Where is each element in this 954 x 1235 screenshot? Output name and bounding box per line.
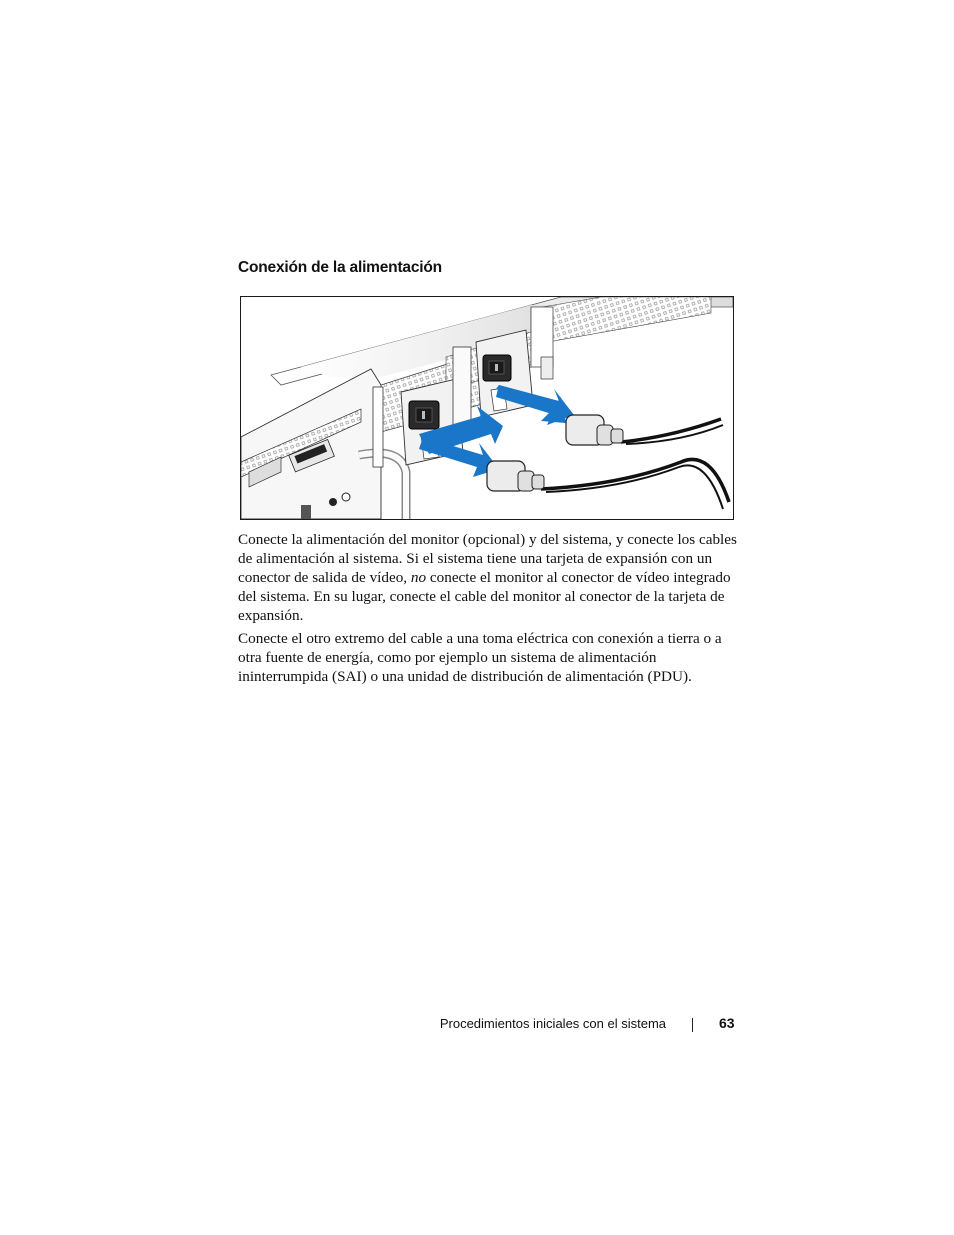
paragraph1-part1: Conecte la alimentación del monitor (opcional) y del sistema, y conecte los cables de alimentación al sistema. Si el sistema tiene una tarjeta de expansión con un conector de salida de vídeo, [238, 531, 737, 586]
paragraph1-emphasis: no [410, 569, 427, 586]
footer-divider [692, 1018, 693, 1032]
paragraph-power-connection [238, 530, 738, 625]
page-number: 63 [719, 1015, 735, 1031]
server-chassis-illustration [241, 297, 733, 519]
section-heading: Conexión de la alimentación [238, 259, 442, 276]
power-cable-plug [487, 461, 544, 491]
page-footer [0, 1015, 954, 1035]
footer-title: Procedimientos iniciales con el sistema [439, 1016, 666, 1031]
paragraph1-part2: conecte el monitor al conector de vídeo integrado del sistema. En su lugar, conecte el cable del monitor al conector de la tarjeta de expansión. [238, 569, 731, 624]
power-cable-plug [566, 415, 623, 445]
power-connection-figure [240, 296, 734, 520]
paragraph-power-outlet: Conecte el otro extremo del cable a una toma eléctrica con conexión a tierra o a otra fuente de energía, como por ejemplo un sistema de alimentación ininterrumpida (SAI) o una unidad de distribución de alimentación (PDU). [238, 630, 722, 685]
